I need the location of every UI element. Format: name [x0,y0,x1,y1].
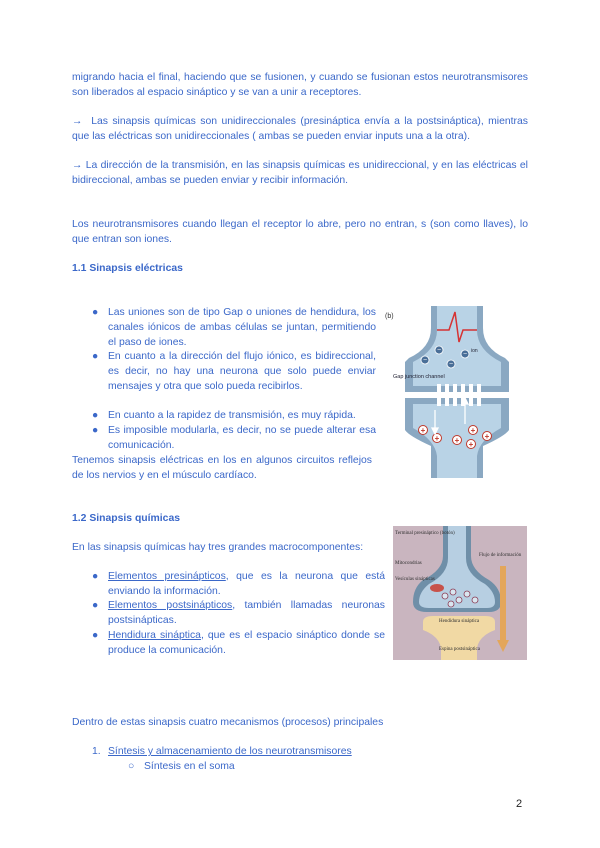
bullet-icon: ● [92,425,99,436]
chemical-intro: En las sinapsis químicas hay tres grandes macrocomponentes: [72,542,364,553]
label-terminal: Terminal presináptico (botón) [395,531,455,536]
neuro-paragraph: Los neurotransmisores cuando llegan el receptor lo abre, pero no entran, s (son como llaves), lo que entran son iones. [72,219,528,245]
section-heading-electric: 1.1 Sinapsis eléctricas [72,263,183,274]
electric-closing-paragraph: Tenemos sinapsis eléctricas en los en algunos circuitos reflejos de los nervios y en el músculo cardíaco. [72,455,372,481]
svg-text:+: + [468,440,474,449]
chemical-bullet-3: Hendidura sináptica, que es el espacio sináptico donde se produce la comunicación. [108,630,386,656]
section-heading-chemical: 1.2 Sinapsis químicas [72,513,180,524]
synaptic-cleft-link[interactable]: Hendidura sináptica [108,630,201,641]
svg-text:−: − [436,347,442,354]
label-vesicles: Vesículas sinápticas [395,577,435,582]
mechanism-link[interactable]: Síntesis y almacenamiento de los neurotransmisores [108,746,352,757]
svg-text:+: + [470,426,476,435]
electric-synapse-figure [383,306,531,478]
intro-paragraph: migrando hacia el final, haciendo que se fusionen, y cuando se fusionan estos neurotransmisores son liberados al espacio sináptico y se van a unir a receptores. [72,72,528,98]
svg-text:+: + [420,426,426,435]
presynaptic-link[interactable]: Elementos presinápticos [108,571,226,582]
chemical-bullet-2: Elementos postsinápticos, también llamadas neuronas postsinápticas. [108,600,385,626]
svg-text:+: + [434,434,440,443]
postsynaptic-link[interactable]: Elementos postsinápticos [108,600,233,611]
mitochondria [430,584,444,592]
svg-text:−: − [422,357,428,364]
bullet-icon: ● [92,410,99,421]
figure-tag: (b) [385,313,394,320]
arrow-paragraph-1 [72,115,528,145]
mechanisms-intro: Dentro de estas sinapsis cuatro mecanismos (procesos) principales [72,717,384,728]
sub-bullet-icon: ○ [128,761,135,772]
ion-label: ion [471,348,478,354]
svg-text:−: − [462,351,468,358]
svg-text:+: + [484,432,490,441]
arrow-icon: → [72,116,83,127]
electric-bullet-2: En cuanto a la dirección del flujo iónico, es bidireccional, es decir, no hay una neurona que solo puede enviar mensajes y otra que solo pueda recibirlos. [108,351,376,392]
bullet-icon: ● [92,571,99,582]
svg-text:+: + [454,436,460,445]
chemical-bullet-1: Elementos presinápticos, que es la neurona que está enviando la información. [108,571,386,597]
electric-bullet-3: En cuanto a la rapidez de transmisión, es muy rápida. [108,410,356,421]
bullet-icon: ● [92,351,99,362]
label-spine: Espina postsináptica [439,647,480,652]
gap-label: Gap junction channel [393,374,445,380]
bullet-icon: ● [92,307,99,318]
svg-text:−: − [448,361,454,368]
bullet-icon: ● [92,630,99,641]
arrow-text: Las sinapsis químicas son unidireccionales (presináptica envía a la postsináptica), mientras que las eléctricas son unidireccionales ( ambas se pueden enviar inputs una a la otra). [72,116,528,142]
page-number: 2 [516,798,523,810]
arrow-icon: → [72,160,83,171]
label-flow: Flujo de información [479,553,522,558]
mechanism-item-1 [108,745,488,760]
arrow-paragraph-2 [72,159,528,189]
electric-bullet-1: Las uniones son de tipo Gap o uniones de hendidura, los canales iónicos de ambas células se juntan, permitiendo el paso de iones. [108,307,376,348]
list-number: 1. [92,746,101,757]
mechanism-subitem-1: Síntesis en el soma [144,761,235,772]
bullet-icon: ● [92,600,99,611]
label-cleft: Hendidura sináptica [439,619,480,624]
arrow-text: La dirección de la transmisión, en las sinapsis químicas es unidireccional, y en las eléctricas el bidireccional, ambas se pueden enviar y recibir información. [72,160,528,186]
electric-bullet-4: Es imposible modularla, es decir, no se puede alterar esa comunicación. [108,425,376,451]
label-mitochondria: Mitocondrias [395,561,422,566]
chemical-synapse-figure [393,526,527,660]
